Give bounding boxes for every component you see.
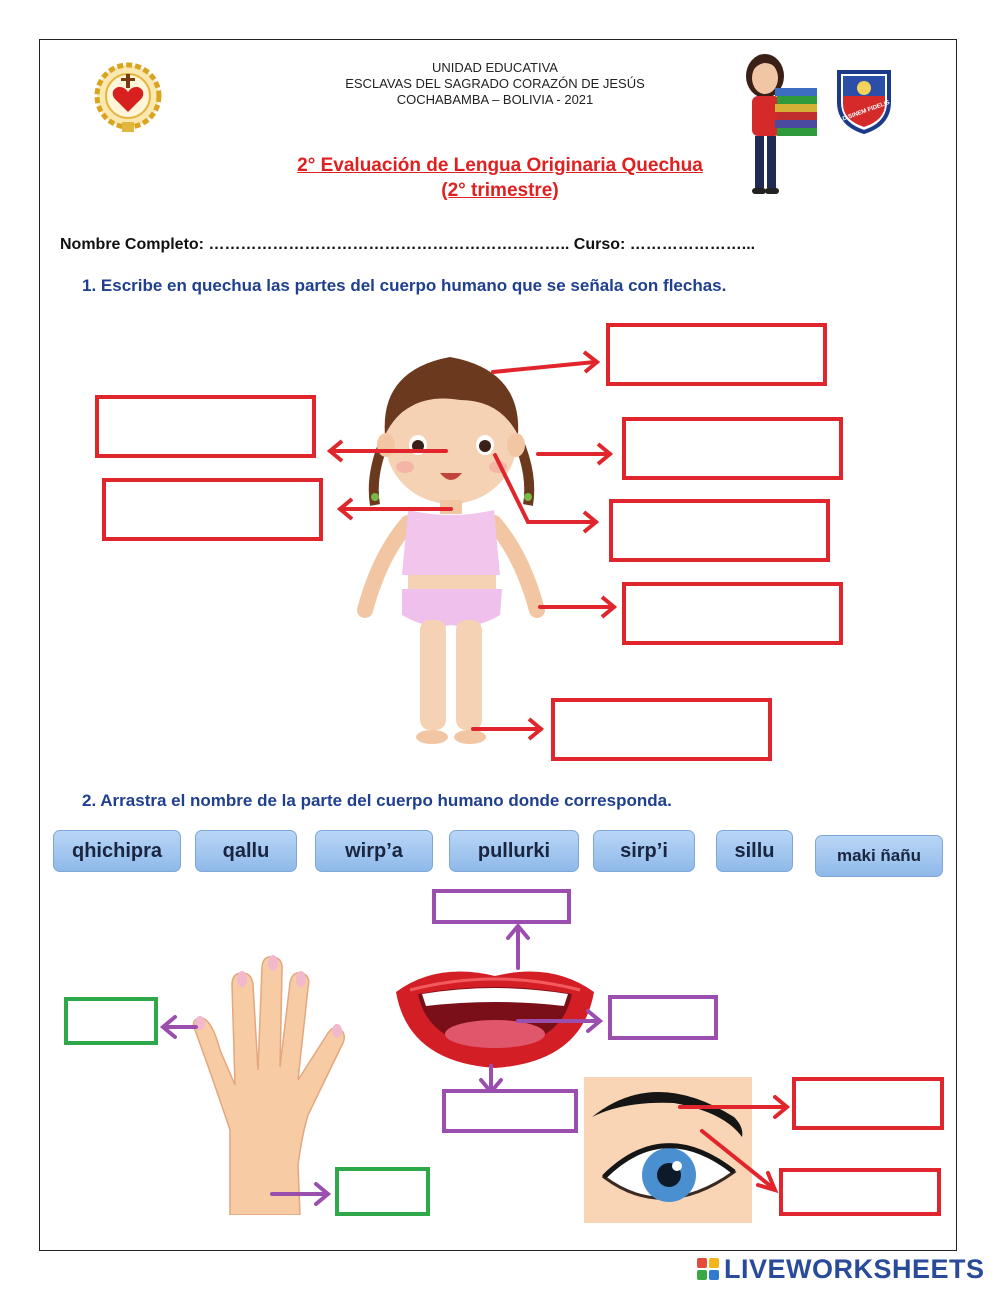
drop-box-fingernail[interactable] — [64, 997, 158, 1045]
header-line-1: UNIDAD EDUCATIVA — [432, 60, 558, 75]
header-line-3: COCHABAMBA – BOLIVIA - 2021 — [396, 92, 594, 107]
word-chip-qallu[interactable]: qallu — [195, 830, 297, 872]
word-chip-sillu[interactable]: sillu — [716, 830, 793, 872]
word-chip-pullurki[interactable]: pullurki — [449, 830, 579, 872]
drop-box-hand[interactable] — [335, 1167, 430, 1216]
question-1: 1. Escribe en quechua las partes del cuerpo humano que se señala con flechas. — [82, 276, 727, 295]
question-2: 2. Arrastra el nombre de la parte del cuerpo humano donde corresponda. — [82, 791, 672, 810]
liveworksheets-text: LIVEWORKSHEETS — [724, 1253, 985, 1284]
crest-motto: AD SINEM FIDELIS — [837, 99, 891, 124]
liveworksheets-logo[interactable] — [697, 1254, 985, 1284]
word-chip-qhichipra[interactable]: qhichipra — [53, 830, 181, 872]
drop-box-eyelash[interactable] — [779, 1168, 941, 1216]
word-chip-wirpa[interactable]: wirp’a — [315, 830, 433, 872]
title-line-1: 2° Evaluación de Lengua Originaria Quechua — [297, 155, 703, 176]
student-name-course-line: Nombre Completo: ………………………………………………………….. Curso: …………………... — [60, 236, 756, 253]
title-line-2: (2° trimestre) — [441, 180, 559, 201]
drop-box-eyebrow[interactable] — [792, 1077, 944, 1130]
word-chip-sirpi[interactable]: sirp’i — [593, 830, 695, 872]
drop-box-tongue[interactable] — [608, 995, 718, 1040]
drop-box-upper-lip[interactable] — [432, 889, 571, 924]
header-line-2: ESCLAVAS DEL SAGRADO CORAZÓN DE JESÚS — [345, 76, 645, 91]
word-chip-maki-nanu[interactable]: maki ñañu — [815, 835, 943, 877]
drop-box-teeth[interactable] — [442, 1089, 578, 1133]
liveworksheets-icon — [697, 1258, 719, 1280]
